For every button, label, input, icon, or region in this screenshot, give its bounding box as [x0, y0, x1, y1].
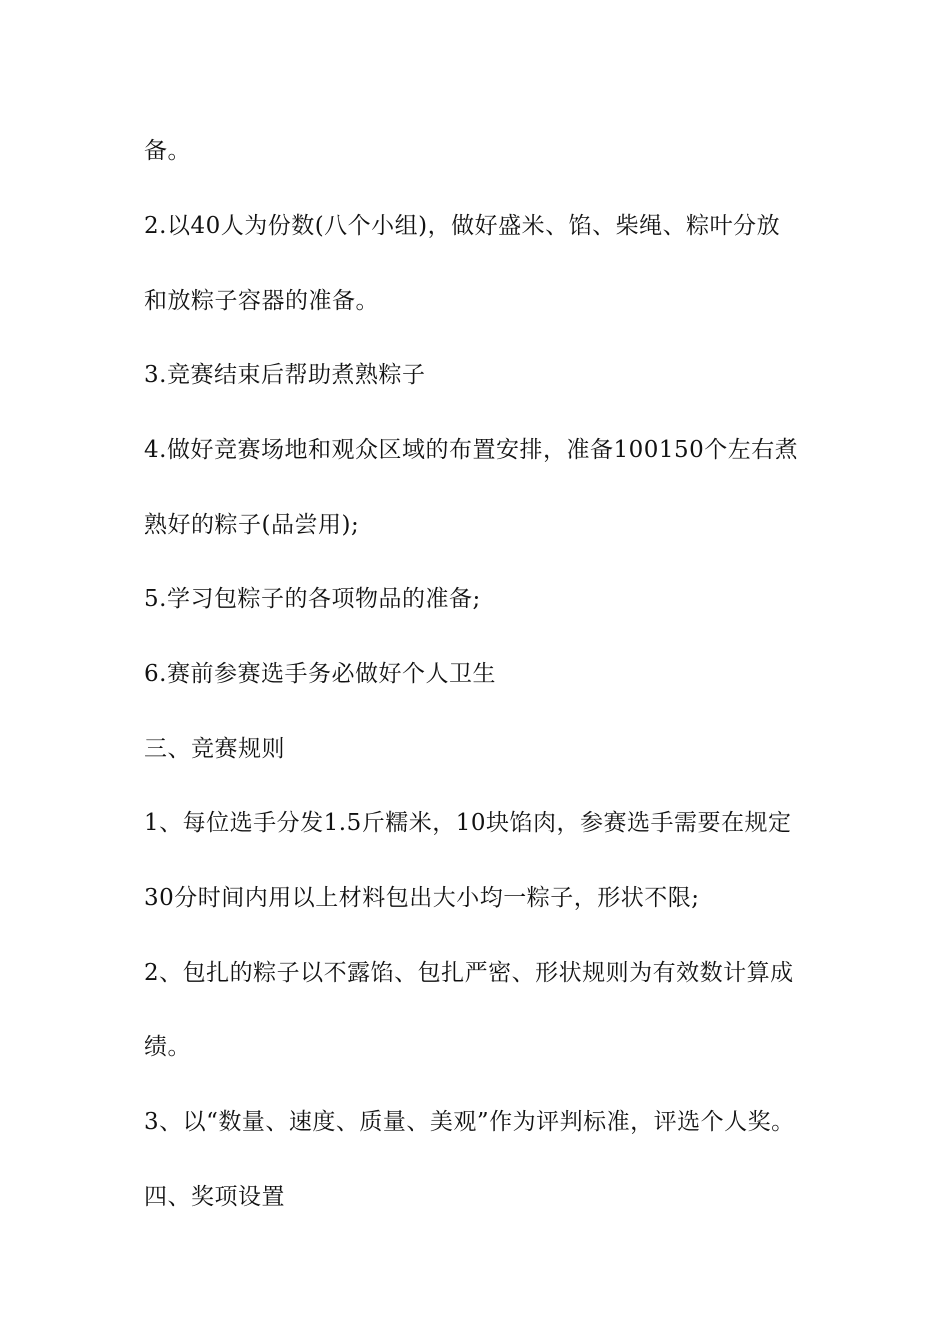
text-line: 4.做好竞赛场地和观众区域的布置安排，准备100150个左右煮 — [144, 437, 799, 463]
text-line: 和放粽子容器的准备。 — [144, 288, 379, 314]
text-line: 备。 — [144, 138, 191, 164]
text-line: 2.以40人为份数(八个小组)，做好盛米、馅、柴绳、粽叶分放 — [144, 213, 781, 239]
text-line: 1、每位选手分发1.5斤糯米，10块馅肉，参赛选手需要在规定 — [144, 810, 792, 836]
text-line: 绩。 — [144, 1034, 191, 1060]
text-line: 3、以“数量、速度、质量、美观”作为评判标准，评选个人奖。 — [144, 1109, 795, 1135]
section-heading: 三、竞赛规则 — [144, 736, 285, 762]
section-heading: 四、奖项设置 — [144, 1184, 285, 1210]
text-line: 3.竞赛结束后帮助煮熟粽子 — [144, 362, 426, 388]
text-line: 30分时间内用以上材料包出大小均一粽子，形状不限; — [144, 885, 700, 911]
text-line: 熟好的粽子(品尝用); — [144, 512, 360, 538]
text-line: 6.赛前参赛选手务必做好个人卫生 — [144, 661, 496, 687]
text-line: 5.学习包粽子的各项物品的准备; — [144, 586, 481, 612]
text-line: 2、包扎的粽子以不露馅、包扎严密、形状规则为有效数计算成 — [144, 960, 794, 986]
